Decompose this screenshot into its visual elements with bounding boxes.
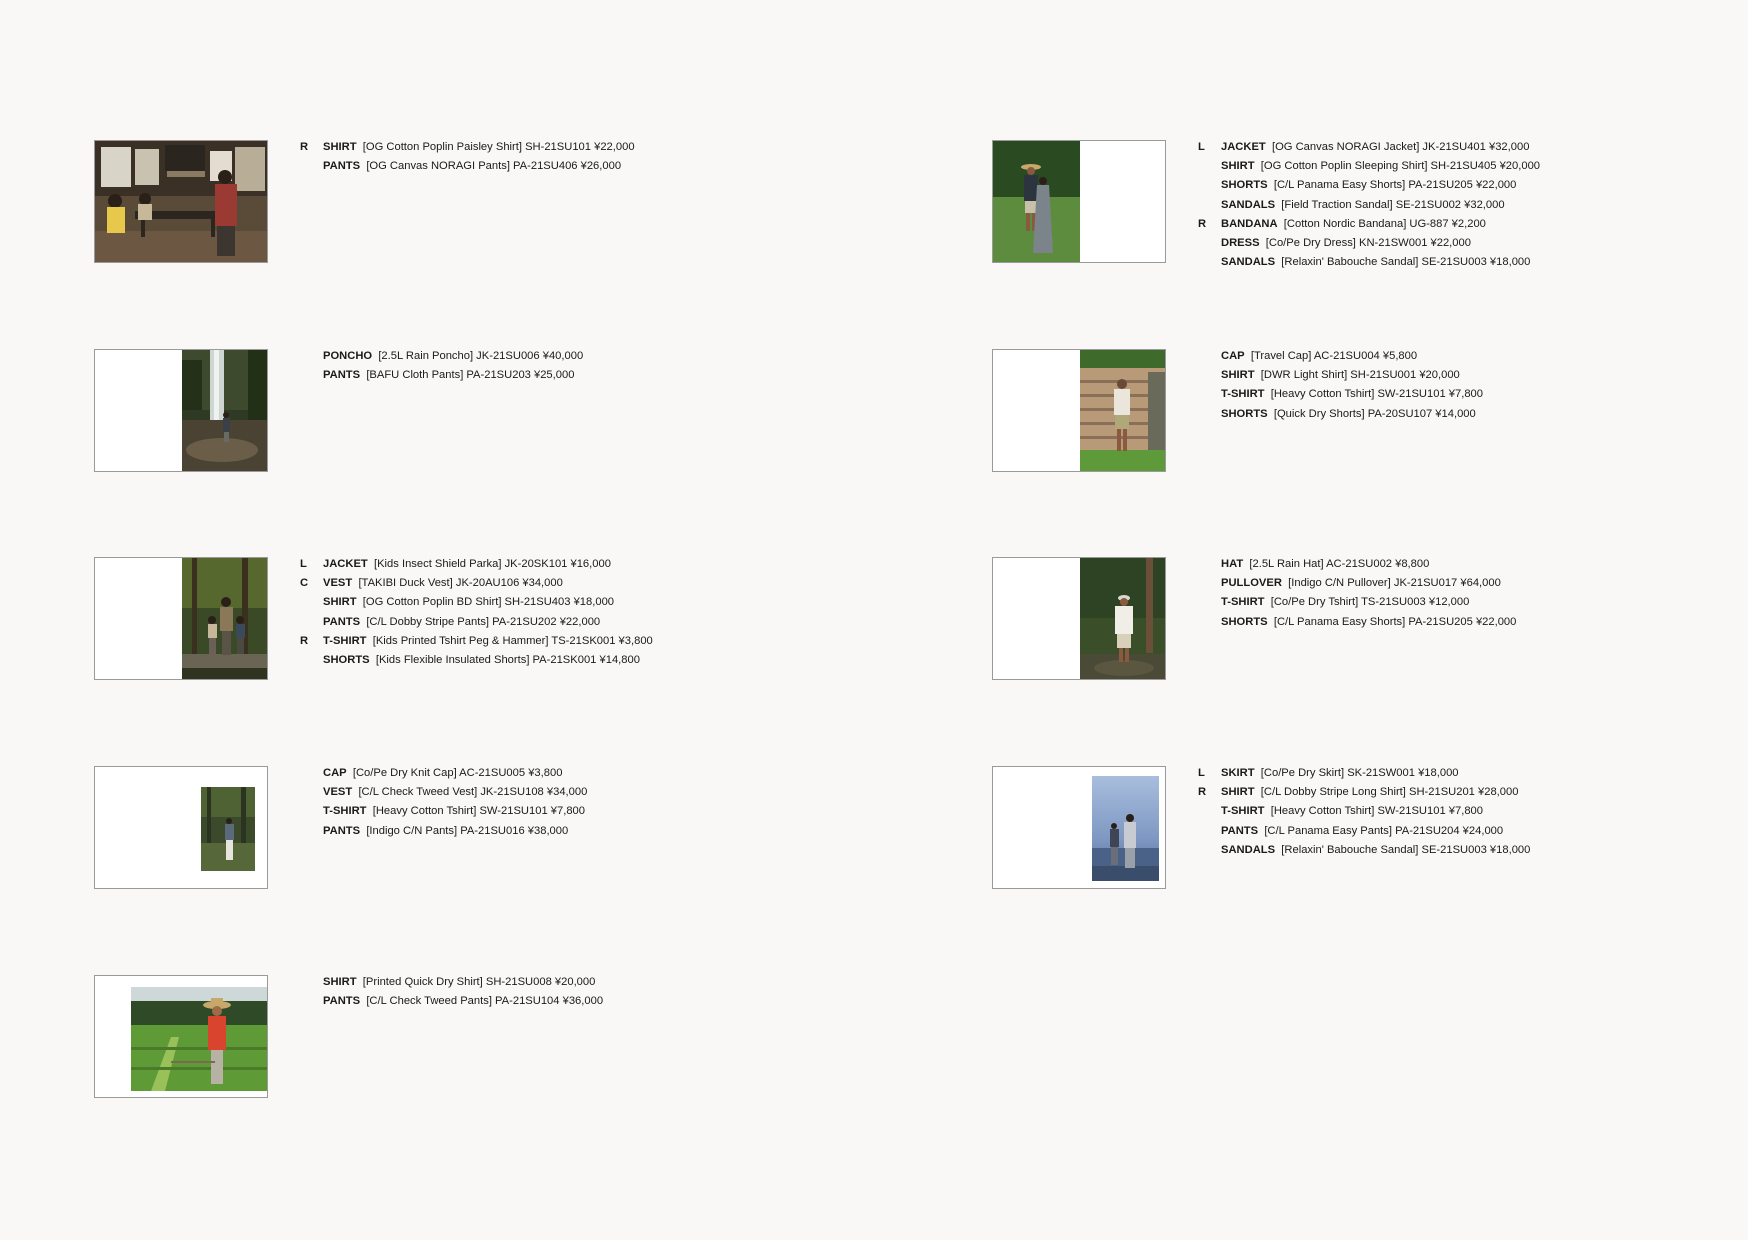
item-category: PANTS bbox=[323, 160, 361, 173]
model-position: R bbox=[300, 141, 309, 153]
item-category: SHIRT bbox=[1221, 369, 1255, 382]
look-thumbnail[interactable] bbox=[94, 557, 268, 680]
look-photo bbox=[182, 350, 268, 472]
item-detail: [BAFU Cloth Pants] PA-21SU203 ¥25,000 bbox=[366, 369, 575, 382]
item-category: SHIRT bbox=[323, 141, 357, 153]
item-detail: [C/L Dobby Stripe Pants] PA-21SU202 ¥22,000 bbox=[366, 615, 601, 628]
look-photo bbox=[1080, 350, 1166, 472]
item-category: T-SHIRT bbox=[323, 805, 367, 818]
item-detail: [Heavy Cotton Tshirt] SW-21SU101 ¥7,800 bbox=[1270, 388, 1483, 401]
model-position: R bbox=[300, 634, 309, 647]
item-detail: [TAKIBI Duck Vest] JK-20AU106 ¥34,000 bbox=[358, 577, 563, 590]
item-detail: [OG Cotton Poplin Sleeping Shirt] SH-21SU405 ¥20,000 bbox=[1260, 160, 1541, 173]
item-detail: [Kids Flexible Insulated Shorts] PA-21SK001 ¥14,800 bbox=[375, 653, 640, 666]
look-photo bbox=[993, 141, 1080, 263]
item-category: SHORTS bbox=[323, 653, 370, 666]
item-category: JACKET bbox=[1221, 141, 1266, 153]
item-detail: [C/L Panama Easy Pants] PA-21SU204 ¥24,000 bbox=[1264, 824, 1504, 837]
item-detail: [Relaxin' Babouche Sandal] SE-21SU003 ¥18,000 bbox=[1281, 256, 1531, 269]
item-detail: [OG Canvas NORAGI Jacket] JK-21SU401 ¥32,000 bbox=[1271, 141, 1530, 153]
item-category: PANTS bbox=[1221, 824, 1259, 837]
item-detail: [C/L Panama Easy Shorts] PA-21SU205 ¥22,000 bbox=[1273, 615, 1517, 628]
item-category: PANTS bbox=[323, 615, 361, 628]
item-category: BANDANA bbox=[1221, 217, 1278, 230]
model-position: L bbox=[300, 558, 307, 570]
model-position: R bbox=[1198, 786, 1207, 799]
look-photo bbox=[182, 558, 268, 680]
item-detail: [C/L Check Tweed Vest] JK-21SU108 ¥34,000 bbox=[358, 786, 588, 799]
item-detail: [Co/Pe Dry Knit Cap] AC-21SU005 ¥3,800 bbox=[352, 767, 563, 779]
item-category: CAP bbox=[323, 767, 347, 779]
item-detail: [Co/Pe Dry Dress] KN-21SW001 ¥22,000 bbox=[1265, 236, 1471, 249]
item-detail: [2.5L Rain Hat] AC-21SU002 ¥8,800 bbox=[1249, 558, 1430, 570]
item-detail: [Travel Cap] AC-21SU004 ¥5,800 bbox=[1250, 350, 1418, 362]
item-category: VEST bbox=[323, 577, 353, 590]
item-category: T-SHIRT bbox=[1221, 388, 1265, 401]
item-category: SHORTS bbox=[1221, 407, 1268, 420]
model-position: C bbox=[300, 577, 309, 590]
item-category: PULLOVER bbox=[1221, 577, 1282, 590]
item-detail: [Indigo C/N Pants] PA-21SU016 ¥38,000 bbox=[366, 824, 569, 837]
item-detail: [OG Cotton Poplin Paisley Shirt] SH-21SU101 ¥22,000 bbox=[362, 141, 635, 153]
look-thumbnail[interactable] bbox=[94, 975, 268, 1098]
look-thumbnail[interactable] bbox=[94, 349, 268, 472]
look-thumbnail[interactable] bbox=[94, 766, 268, 889]
item-category: T-SHIRT bbox=[1221, 596, 1265, 609]
item-category: SHIRT bbox=[1221, 786, 1255, 799]
item-detail: [Cotton Nordic Bandana] UG-887 ¥2,200 bbox=[1283, 217, 1486, 230]
item-category: CAP bbox=[1221, 350, 1245, 362]
model-position: L bbox=[1198, 141, 1205, 153]
item-detail: [Field Traction Sandal] SE-21SU002 ¥32,000 bbox=[1281, 198, 1505, 211]
item-category: T-SHIRT bbox=[1221, 805, 1265, 818]
look-photo bbox=[95, 141, 268, 263]
item-detail: [Kids Printed Tshirt Peg & Hammer] TS-21SK001 ¥3,800 bbox=[372, 634, 653, 647]
item-category: SHORTS bbox=[1221, 179, 1268, 192]
look-thumbnail[interactable] bbox=[992, 766, 1166, 889]
look-thumbnail[interactable] bbox=[992, 140, 1166, 263]
item-category: PANTS bbox=[323, 824, 361, 837]
item-detail: [Quick Dry Shorts] PA-20SU107 ¥14,000 bbox=[1273, 407, 1476, 420]
item-detail: [C/L Panama Easy Shorts] PA-21SU205 ¥22,000 bbox=[1273, 179, 1517, 192]
item-category: SHIRT bbox=[323, 596, 357, 609]
item-category: DRESS bbox=[1221, 236, 1260, 249]
model-position: R bbox=[1198, 217, 1207, 230]
look-photo bbox=[201, 787, 255, 871]
item-category: SHIRT bbox=[1221, 160, 1255, 173]
item-category: JACKET bbox=[323, 558, 368, 570]
look-thumbnail[interactable] bbox=[992, 557, 1166, 680]
model-position: L bbox=[1198, 767, 1205, 779]
item-category: PANTS bbox=[323, 995, 361, 1008]
item-category: SHORTS bbox=[1221, 615, 1268, 628]
item-category: SANDALS bbox=[1221, 198, 1276, 211]
look-photo bbox=[1092, 776, 1159, 881]
item-detail: [Relaxin' Babouche Sandal] SE-21SU003 ¥18,000 bbox=[1281, 843, 1531, 856]
item-detail: [Heavy Cotton Tshirt] SW-21SU101 ¥7,800 bbox=[372, 805, 585, 818]
item-category: SHIRT bbox=[323, 976, 357, 988]
item-detail: [OG Canvas NORAGI Pants] PA-21SU406 ¥26,000 bbox=[366, 160, 622, 173]
look-thumbnail[interactable] bbox=[992, 349, 1166, 472]
item-detail: [C/L Check Tweed Pants] PA-21SU104 ¥36,000 bbox=[366, 995, 604, 1008]
item-category: PANTS bbox=[323, 369, 361, 382]
look-photo bbox=[1080, 558, 1166, 680]
look-photo bbox=[131, 987, 267, 1091]
item-category: VEST bbox=[323, 786, 353, 799]
item-detail: [Heavy Cotton Tshirt] SW-21SU101 ¥7,800 bbox=[1270, 805, 1483, 818]
item-detail: [Printed Quick Dry Shirt] SH-21SU008 ¥20,000 bbox=[362, 976, 596, 988]
item-detail: [DWR Light Shirt] SH-21SU001 ¥20,000 bbox=[1260, 369, 1460, 382]
item-category: SKIRT bbox=[1221, 767, 1255, 779]
item-category: SANDALS bbox=[1221, 843, 1276, 856]
item-detail: [Co/Pe Dry Skirt] SK-21SW001 ¥18,000 bbox=[1260, 767, 1459, 779]
item-category: SANDALS bbox=[1221, 256, 1276, 269]
item-category: T-SHIRT bbox=[323, 634, 367, 647]
item-detail: [2.5L Rain Poncho] JK-21SU006 ¥40,000 bbox=[378, 350, 584, 362]
item-detail: [OG Cotton Poplin BD Shirt] SH-21SU403 ¥18,000 bbox=[362, 596, 615, 609]
item-category: HAT bbox=[1221, 558, 1244, 570]
item-detail: [Indigo C/N Pullover] JK-21SU017 ¥64,000 bbox=[1288, 577, 1501, 590]
look-thumbnail[interactable] bbox=[94, 140, 268, 263]
item-detail: [Kids Insect Shield Parka] JK-20SK101 ¥16,000 bbox=[373, 558, 611, 570]
item-category: PONCHO bbox=[323, 350, 373, 362]
item-detail: [Co/Pe Dry Tshirt] TS-21SU003 ¥12,000 bbox=[1270, 596, 1470, 609]
item-detail: [C/L Dobby Stripe Long Shirt] SH-21SU201 ¥28,000 bbox=[1260, 786, 1519, 799]
